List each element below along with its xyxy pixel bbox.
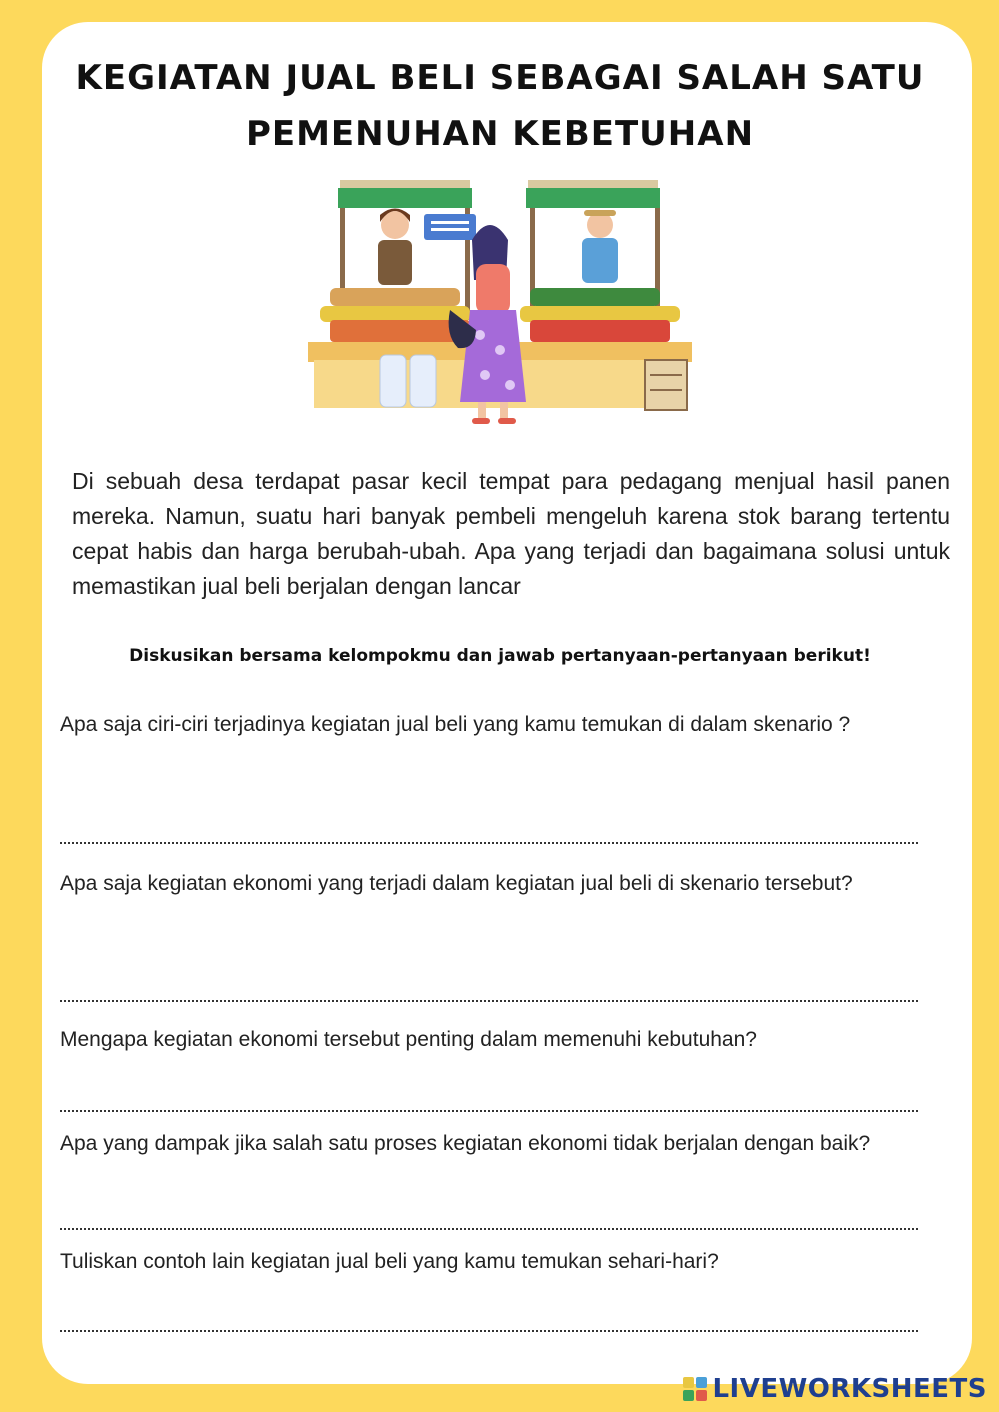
answer-line-1[interactable] (60, 842, 918, 844)
liveworksheets-logo-icon (682, 1376, 708, 1402)
question-1: Apa saja ciri-ciri terjadinya kegiatan jual beli yang kamu temukan di dalam skenario ? (60, 713, 851, 736)
answer-line-3[interactable] (60, 1110, 918, 1112)
question-2: Apa saja kegiatan ekonomi yang terjadi dalam kegiatan jual beli di skenario tersebut? (60, 872, 853, 895)
logo-text: LIVEWORKSHEETS (712, 1374, 987, 1404)
question-4: Apa yang dampak jika salah satu proses kegiatan ekonomi tidak berjalan dengan baik? (60, 1132, 871, 1155)
question-5: Tuliskan contoh lain kegiatan jual beli yang kamu temukan sehari-hari? (60, 1250, 719, 1273)
instruction-text: Diskusikan bersama kelompokmu dan jawab pertanyaan-pertanyaan berikut! (129, 646, 871, 666)
page-title: KEGIATAN JUAL BELI SEBAGAI SALAH SATU PEMENUHAN KEBETUHAN (75, 58, 925, 154)
answer-line-4[interactable] (60, 1228, 918, 1230)
answer-line-2[interactable] (60, 1000, 918, 1002)
question-3: Mengapa kegiatan ekonomi tersebut penting dalam memenuhi kebutuhan? (60, 1028, 757, 1051)
scenario-text: Di sebuah desa terdapat pasar kecil tempat para pedagang menjual hasil panen mereka. Namun, suatu hari banyak pembeli mengeluh karena stok barang tertentu cepat habis dan harga berubah-ubah. Apa yang terjadi dan bagaimana solusi untuk memastikan jual beli berjalan dengan lancar (72, 468, 950, 599)
market-stall-illustration (300, 170, 700, 436)
answer-line-5[interactable] (60, 1330, 918, 1332)
liveworksheets-logo[interactable] (682, 1374, 987, 1404)
